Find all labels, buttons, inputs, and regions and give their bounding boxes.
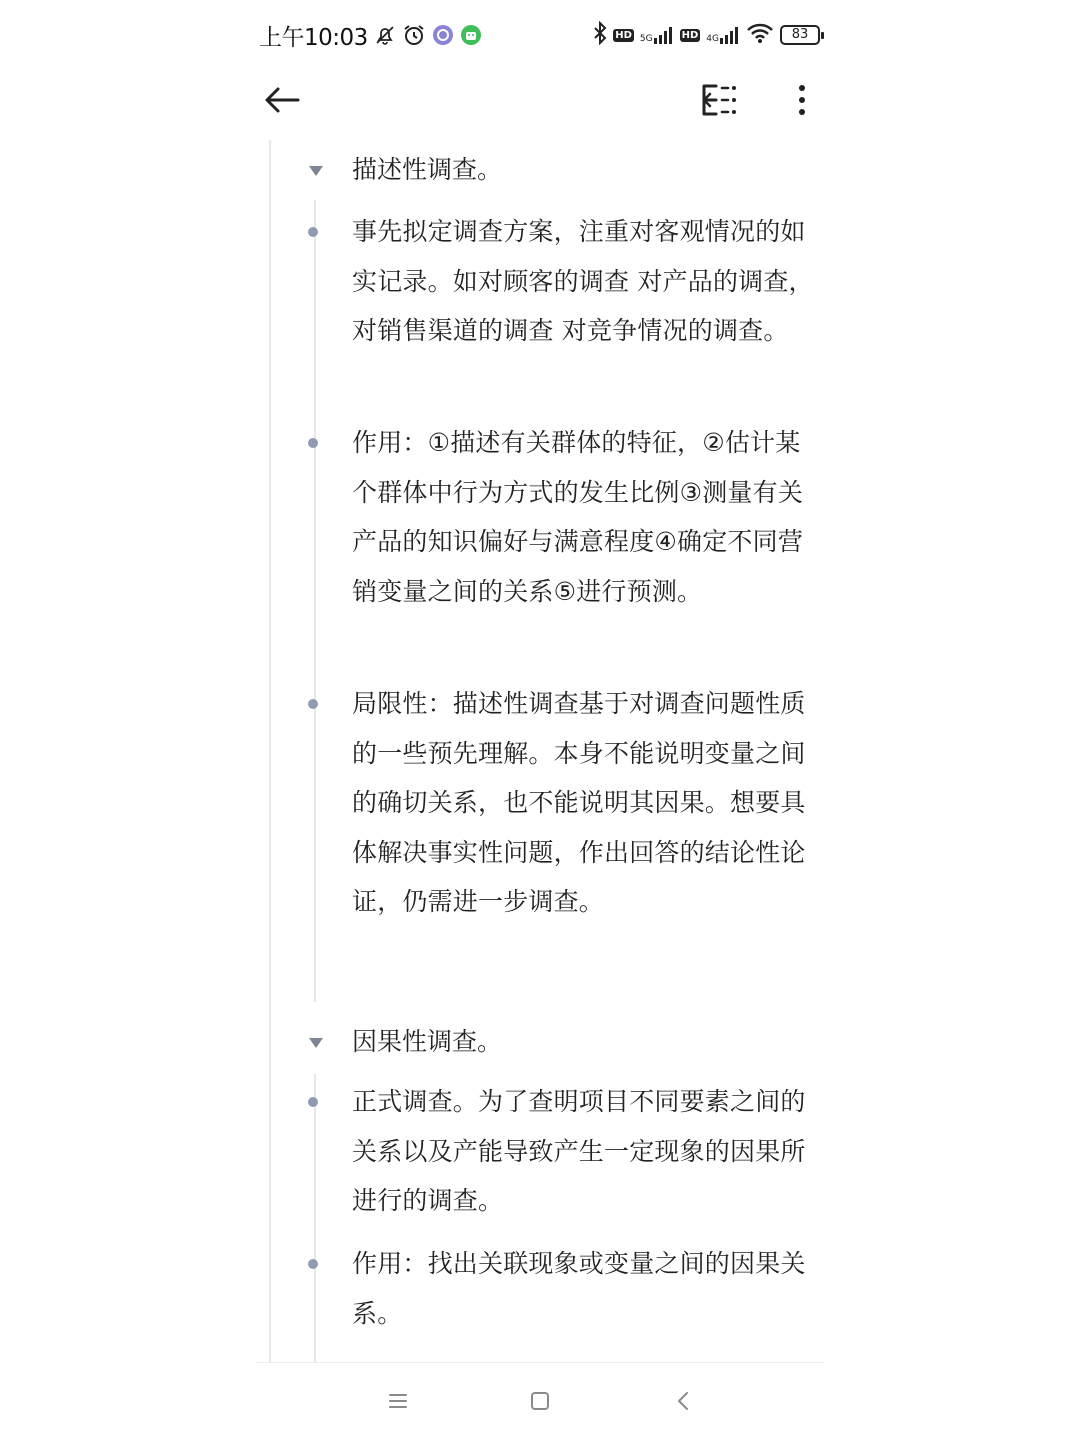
collapse-triangle-icon[interactable] [308,1036,324,1050]
more-vertical-icon [790,80,814,120]
arrow-left-icon [262,80,302,120]
list-item-text: 事先拟定调查方案，注重对客观情况的如实记录。如对顾客的调查 对产品的调查，对销售渠道的调查 对竞争情况的调查。 [352,217,814,346]
list-item[interactable] [352,1239,822,1338]
mute-bell-icon [374,24,396,46]
list-item-text: 局限性：描述性调查基于对调查问题性质的一些预先理解。本身不能说明变量之间的确切关系，也不能说明其因果。想要具体解决事实性问题，作出回答的结论性论证，仍需进一步调查。 [352,689,806,917]
section-guide-line [314,200,316,1002]
signal-4g-icon [706,26,740,44]
wifi-icon [746,22,774,48]
list-item[interactable] [352,679,822,927]
outline-content [256,140,824,1362]
bullet-dot-icon [308,1097,318,1107]
back-button[interactable] [262,80,302,120]
more-options-button[interactable] [790,80,814,120]
battery-icon: 83 [780,25,820,45]
list-item[interactable] [352,207,822,356]
bullet-dot-icon [308,1259,318,1269]
bluetooth-icon [593,21,607,49]
status-bar [256,14,824,56]
menu-lines-icon [386,1389,410,1413]
recent-apps-button[interactable] [386,1389,410,1413]
bullet-dot-icon [308,438,318,448]
android-app-icon [460,24,482,46]
home-square-icon [528,1389,552,1413]
app-bar [256,70,824,128]
outline-collapse-icon [696,80,740,120]
hd-badge-2: HD [681,29,699,41]
bullet-dot-icon [308,227,318,237]
section-title[interactable]: 因果性调查。 [352,1027,503,1056]
home-button[interactable] [528,1389,552,1413]
system-back-button[interactable] [672,1389,696,1413]
net-label-4g: 4G [706,34,719,44]
list-item[interactable] [352,1077,822,1226]
list-item-text: 正式调查。为了查明项目不同要素之间的关系以及产能导致产生一定现象的因果所进行的调查。 [352,1087,806,1216]
system-nav-bar [256,1363,824,1440]
alarm-clock-icon [402,23,426,47]
outline-guide-line [269,140,271,1362]
app-notification-icon [432,24,454,46]
section-title[interactable]: 描述性调查。 [352,155,503,184]
bullet-dot-icon [308,699,318,709]
section-guide-line [314,1074,316,1362]
outline-button[interactable] [696,80,740,120]
collapse-triangle-icon[interactable] [308,164,324,178]
list-item-text: 作用：①描述有关群体的特征，②估计某个群体中行为方式的发生比例③测量有关产品的知识偏好与满意程度④确定不同营销变量之间的关系⑤进行预测。 [352,428,804,606]
signal-5g-icon [640,26,674,44]
status-right-group [593,14,820,56]
phone-screen [256,0,824,1440]
net-label-5g: 5G [639,34,653,44]
list-item-text: 作用：找出关联现象或变量之间的因果关系。 [352,1249,806,1328]
list-item[interactable] [352,418,822,616]
hd-badge: HD [615,29,632,41]
status-time: 上午10:03 [259,24,368,51]
chevron-left-icon [672,1389,696,1413]
